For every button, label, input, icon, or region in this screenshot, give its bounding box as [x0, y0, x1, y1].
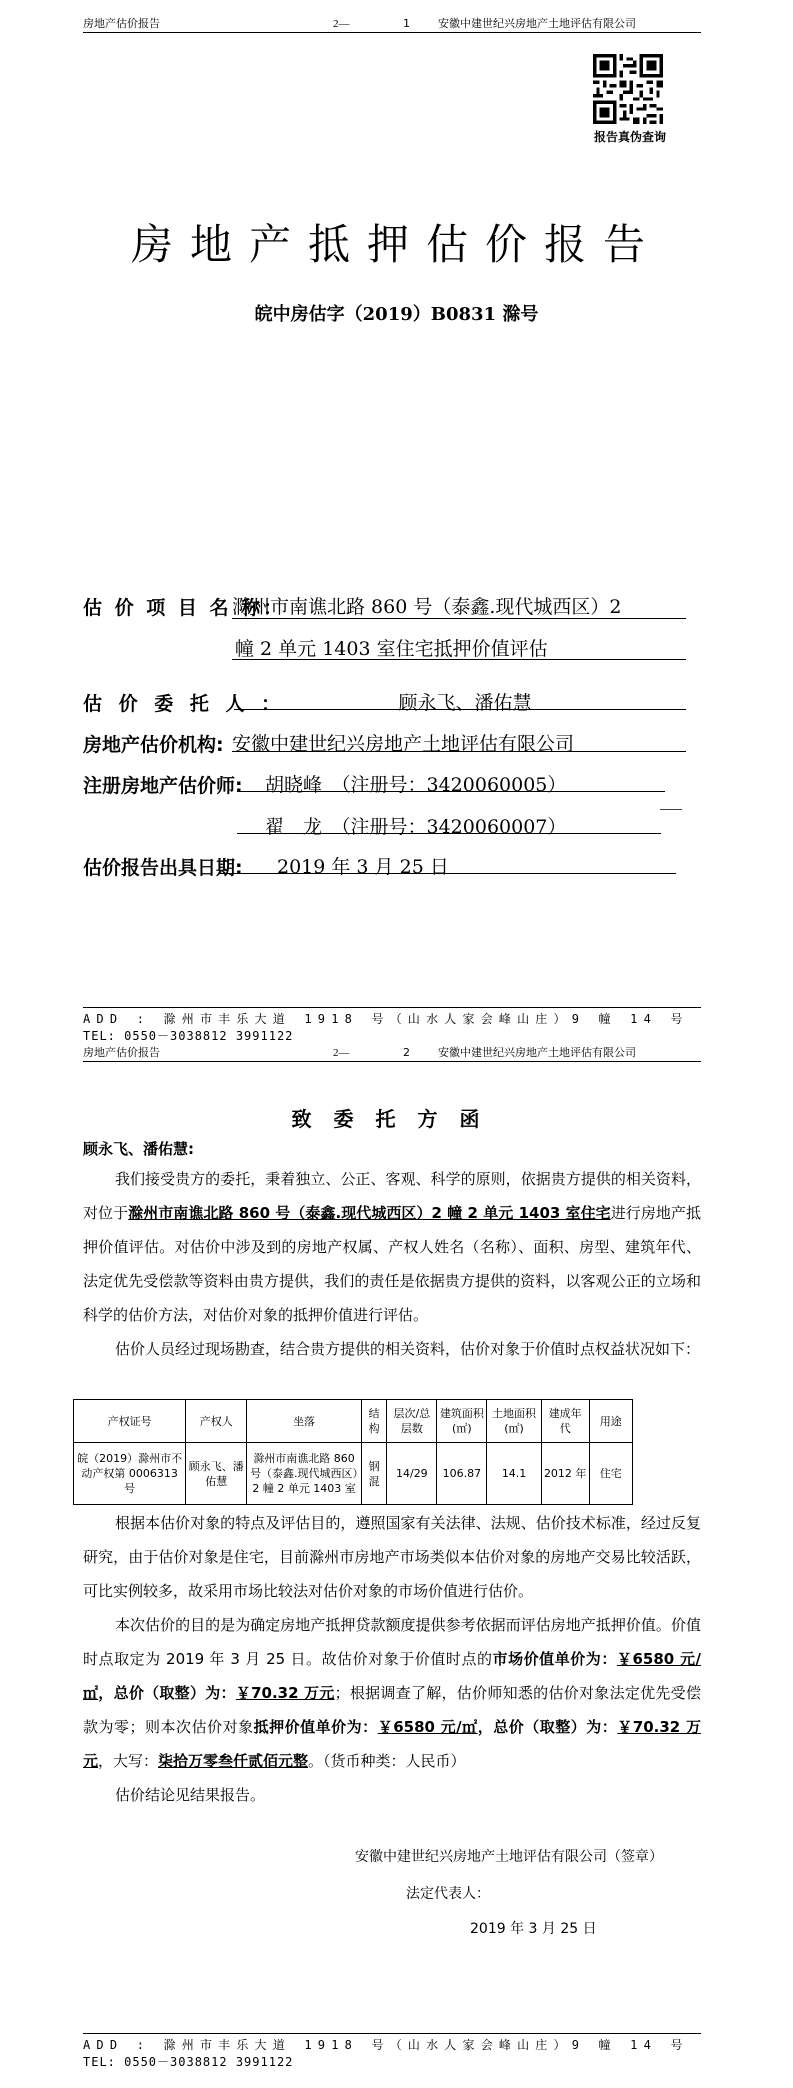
signature-date: 2019 年 3 月 25 日 [470, 1921, 597, 1937]
agency-label: 房地产估价机构: [83, 734, 224, 756]
header-page-number: 1 [403, 17, 410, 30]
project-name-line1: 滁州市南谯北路 860 号（泰鑫.现代城西区）2 [232, 592, 686, 619]
para4-text-d: 。（货币种类：人民币） [308, 1752, 466, 1770]
paragraph-commission [83, 1162, 701, 1332]
appraiser-1: 胡晓峰 （注册号：3420060005） [237, 770, 665, 792]
header-total-pages: 2— [333, 1047, 350, 1059]
salutation: 顾永飞、潘佑慧: [83, 1140, 194, 1158]
qr-code-icon[interactable] [593, 53, 663, 125]
separator: ， [98, 1684, 114, 1702]
header-company: 安徽中建世纪兴房地产土地评估有限公司 [438, 17, 636, 30]
mortgage-total-price-label: 总价（取整）为： [493, 1718, 618, 1736]
agency-value: 安徽中建世纪兴房地产土地评估有限公司 [232, 729, 686, 752]
signature-legal-rep: 法定代表人： [406, 1886, 490, 1902]
para4-text-b: ；根据调查了解，估价师知悉的估价对象法定优先受偿款为零；则本次估价对象 [83, 1684, 701, 1736]
market-unit-price-label: 市场价值单价为： [492, 1650, 617, 1668]
col-header: 结构 [361, 1400, 387, 1443]
cell-structure: 钢混 [361, 1443, 387, 1505]
table-header-row [74, 1400, 633, 1443]
col-header: 坐落 [247, 1400, 361, 1443]
letter-title: 致委托方函 [291, 1107, 502, 1131]
mortgage-total-price-value: ￥70.32 万元 [83, 1718, 701, 1770]
col-header: 产权证号 [74, 1400, 186, 1443]
letter-body [83, 1136, 701, 1366]
cell-usage: 住宅 [589, 1443, 632, 1505]
property-address: 滁州市南谯北路 860 号（泰鑫.现代城西区）2 幢 2 单元 1403 室住宅 [128, 1204, 611, 1222]
market-total-price-value: ￥70.32 万元 [235, 1684, 335, 1702]
report-date-value: 2019 年 3 月 25 日 [220, 852, 676, 874]
cell-owner: 顾永飞、潘佑慧 [186, 1443, 247, 1505]
signature-company: 安徽中建世纪兴房地产土地评估有限公司（签章） [355, 1849, 663, 1865]
capital-amount: 柒拾万零叁仟贰佰元整 [158, 1752, 309, 1770]
company-address: ADD : 滁州市丰乐大道 1918 号（山水人家会峰山庄）9 幢 14 号 [83, 1012, 689, 1026]
report-date-label: 估价报告出具日期: [83, 857, 243, 879]
revision-mark [660, 809, 682, 810]
para4-text-c: ，大写： [98, 1752, 159, 1770]
market-unit-price-value: ￥6580 元/㎡ [83, 1650, 701, 1702]
company-phone: TEL: 0550－3038812 3991122 [83, 2055, 294, 2069]
header-total-pages: 2— [333, 18, 350, 30]
col-header: 建筑面积(㎡) [437, 1400, 487, 1443]
client-value: 顾永飞、潘佑慧 [234, 688, 686, 710]
market-total-price-label: 总价（取整）为： [113, 1684, 236, 1702]
cell-year-built: 2012 年 [541, 1443, 589, 1505]
para1-text-a: 我们接受贵方的委托，秉着独立、公正、客观、科学的原则，依据贵方提供的相关资料，对位于 [83, 1170, 701, 1222]
header-report-type: 房地产估价报告 [83, 17, 160, 30]
mortgage-unit-price-label: 抵押价值单价为： [253, 1718, 378, 1736]
cell-land-area: 14.1 [487, 1443, 541, 1505]
page1-footer [83, 1007, 701, 1044]
col-header: 土地面积(㎡) [487, 1400, 541, 1443]
appraiser-2: 翟 龙 （注册号：3420060007） [237, 812, 661, 834]
page2-footer [83, 2033, 701, 2070]
separator: ， [477, 1718, 494, 1736]
paragraph-conclusion: 估价结论见结果报告。 [115, 1786, 266, 1804]
cell-floor: 14/29 [387, 1443, 437, 1505]
para1-text-b: 进行房地产抵押价值评估。对估价中涉及到的房地产权属、产权人姓名（名称）、面积、房型、建筑年代、法定优先受偿款等资料由贵方提供，我们的责任是依据贵方提供的资料，以客观公正的立场和科学的估价方法，对估价对象的抵押价值进行评估。 [83, 1204, 701, 1324]
cell-location: 滁州市南谯北路 860 号（泰鑫.现代城西区）2 幢 2 单元 1403 室 [247, 1443, 361, 1505]
para4-text-a: 本次估价的目的是为确定房地产抵押贷款额度提供参考依据而评估房地产抵押价值。价值时点取定为 2019 年 3 月 25 日。故估价对象于价值时点的 [83, 1616, 701, 1668]
page2-header [83, 1046, 701, 1062]
col-header: 产权人 [186, 1400, 247, 1443]
paragraph-method: 根据本估价对象的特点及评估目的，遵照国家有关法律、法规、估价技术标准，经过反复研究，由于估价对象是住宅，目前滁州市房地产市场类似本估价对象的房地产交易比较活跃，可比实例较多，故采用市场比较法对估价对象的市场价值进行估价。 [83, 1514, 701, 1600]
col-header: 层次/总层数 [387, 1400, 437, 1443]
project-name-label: 估 价 项 目 名 称： [83, 597, 286, 619]
company-address: ADD : 滁州市丰乐大道 1918 号（山水人家会峰山庄）9 幢 14 号 [83, 2038, 689, 2052]
report-number: 皖中房估字（2019）B0831 滁号 [254, 304, 539, 325]
client-label: 估 价 委 托 人 ： [83, 693, 286, 715]
company-phone: TEL: 0550－3038812 3991122 [83, 1029, 294, 1043]
cell-cert-number: 皖（2019）滁州市不动产权第 0006313 号 [74, 1443, 186, 1505]
paragraph-survey: 估价人员经过现场勘查，结合贵方提供的相关资料，估价对象于价值时点权益状况如下： [115, 1340, 701, 1358]
header-report-type: 房地产估价报告 [83, 1046, 160, 1059]
appraiser-label: 注册房地产估价师: [83, 775, 243, 797]
mortgage-unit-price-value: ￥6580 元/㎡ [377, 1718, 478, 1736]
property-table [73, 1399, 633, 1505]
qr-verify-label: 报告真伪查询 [593, 130, 666, 144]
letter-body-continued [83, 1506, 701, 1812]
report-title: 房地产抵押估价报告 [130, 220, 662, 269]
project-name-line2: 幢 2 单元 1403 室住宅抵押价值评估 [232, 634, 686, 660]
paragraph-valuation [83, 1608, 701, 1778]
page1-header [83, 17, 701, 33]
col-header: 用途 [589, 1400, 632, 1443]
col-header: 建成年代 [541, 1400, 589, 1443]
table-row [74, 1443, 633, 1505]
header-page-number: 2 [403, 1046, 410, 1059]
cell-building-area: 106.87 [437, 1443, 487, 1505]
header-company: 安徽中建世纪兴房地产土地评估有限公司 [438, 1046, 636, 1059]
